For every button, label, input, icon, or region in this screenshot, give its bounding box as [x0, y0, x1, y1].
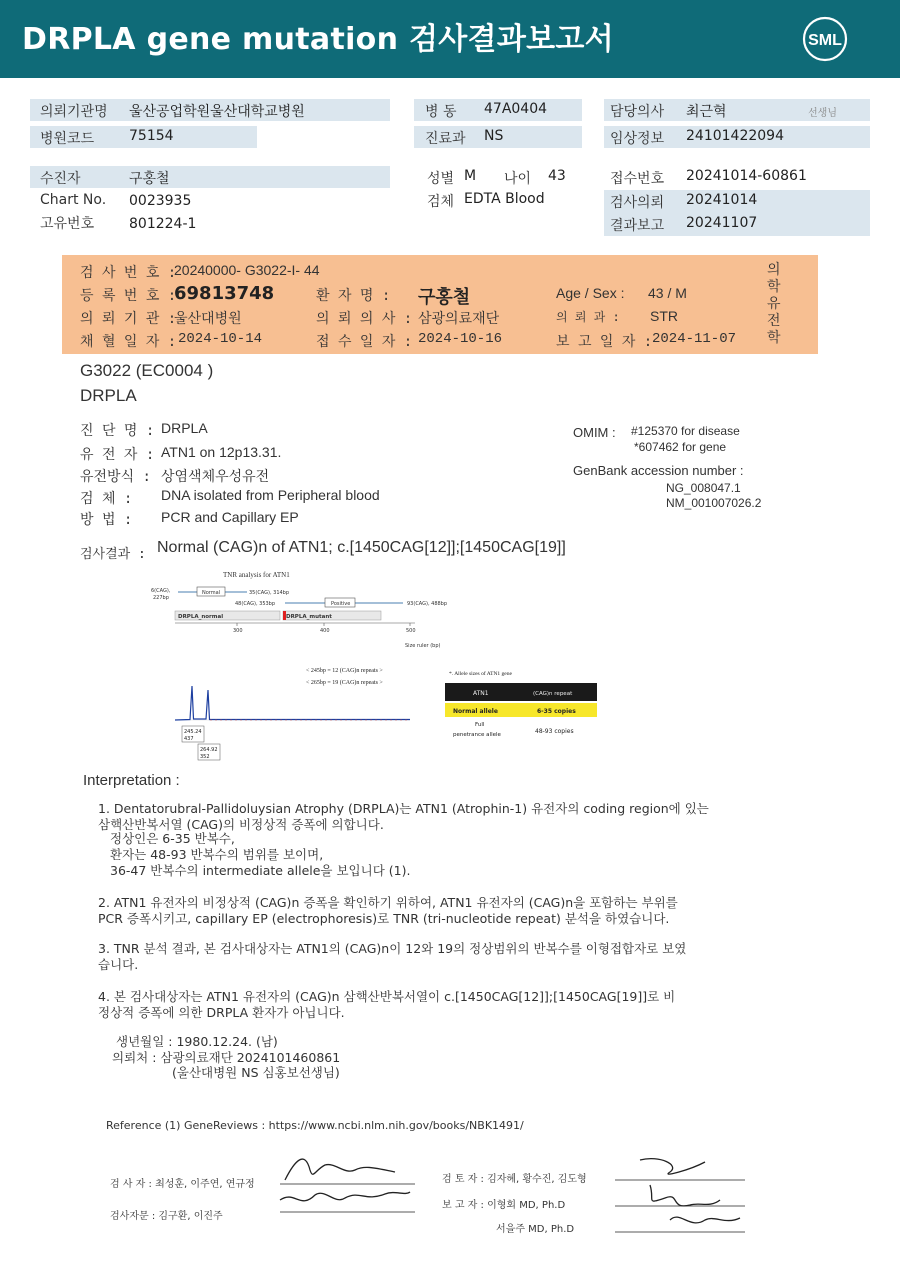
interp-line: 3. TNR 분석 결과, 본 검사대상자는 ATN1의 (CAG)n이 12와 19의 정상범위의 반복수를 이형접합자로 보였	[98, 941, 687, 956]
interp-line: 삼핵산반복서열 (CAG)의 비정상적 증폭에 의합니다.	[98, 817, 384, 832]
svg-text:500: 500	[406, 628, 416, 634]
collect-label: 채 혈 일 자 :	[80, 334, 177, 350]
svg-text:Full: Full	[475, 722, 485, 728]
receive-label: 접 수 일 자 :	[316, 334, 413, 350]
interp-line: PCR 증폭시키고, capillary EP (electrophoresis)로 TNR (tri-nucleotide repeat) 분석을 하였습니다.	[98, 911, 670, 926]
tnr-diagram	[145, 565, 465, 655]
age-sex-label: Age / Sex :	[556, 285, 625, 301]
req-doc-label: 의 뢰 의 사 :	[316, 311, 413, 327]
uid-value: 801224-1	[129, 216, 197, 232]
institution-label: 의뢰기관명	[40, 104, 108, 120]
referrer-line: 의뢰처 : 삼광의료재단 2024101460861	[112, 1050, 341, 1065]
doctor-value: 최근혁	[686, 104, 727, 120]
svg-text:437: 437	[184, 736, 194, 742]
chart-label: Chart No.	[40, 192, 107, 208]
omim-gene: *607462 for gene	[634, 440, 727, 454]
hospital-code-label: 병원코드	[40, 131, 95, 147]
diag-label: 진 단 명 :	[80, 423, 155, 439]
reg-no-value: 69813748	[174, 283, 275, 304]
genbank-ng: NG_008047.1	[666, 481, 741, 495]
svg-text:*. Allele sizes of ATN1 gene: *. Allele sizes of ATN1 gene	[449, 671, 512, 677]
svg-text:35(CAG), 314bp: 35(CAG), 314bp	[249, 590, 290, 596]
patient-value: 구홍철	[129, 171, 170, 187]
inherit-value: 상염색체우성유전	[161, 468, 270, 484]
svg-text:48(CAG), 353bp: 48(CAG), 353bp	[235, 601, 276, 607]
reviewer-line: 검 토 자 : 김자혜, 황수진, 김도형	[442, 1174, 587, 1185]
interp-line: 습니다.	[98, 957, 139, 972]
institution-value: 울산공업학원울산대학교병원	[129, 104, 305, 120]
svg-text:< 245bp = 12 (CAG)n repeats >: < 245bp = 12 (CAG)n repeats >	[306, 668, 383, 674]
svg-text:300: 300	[233, 628, 243, 634]
scan-patient-value: 구홍철	[418, 287, 471, 308]
band	[30, 166, 390, 188]
svg-text:6-35 copies: 6-35 copies	[537, 708, 576, 715]
doctor-suffix: 선생님	[808, 108, 837, 119]
svg-text:245.24: 245.24	[184, 729, 202, 735]
omim-disease: #125370 for disease	[631, 424, 740, 438]
svg-text:227bp: 227bp	[153, 595, 169, 601]
logo-text: SML	[808, 32, 842, 49]
svg-text:264.92: 264.92	[200, 747, 218, 753]
gene-label: 유 전 자 :	[80, 447, 155, 463]
reg-no-label: 등 록 번 호 :	[80, 288, 177, 304]
report-date-label: 결과보고	[610, 218, 665, 234]
result-label: 검사결과 :	[80, 547, 146, 562]
svg-text:48-93 copies: 48-93 copies	[535, 728, 574, 735]
patient-label: 수진자	[40, 171, 81, 187]
scan-patient-label: 환 자 명 :	[316, 288, 391, 304]
tnr-title: TNR analysis for ATN1	[223, 571, 290, 579]
svg-text:DRPLA_mutant: DRPLA_mutant	[286, 614, 332, 620]
sml-logo	[800, 14, 850, 64]
svg-text:penetrance allele: penetrance allele	[453, 732, 501, 738]
tester-advisor-line: 검사자문 : 김구환, 이진주	[110, 1211, 223, 1222]
birth-line: 생년월일 : 1980.12.24. (남)	[116, 1034, 278, 1049]
test-no-value: 20240000- G3022-I- 44	[174, 262, 320, 278]
receipt-label: 접수번호	[610, 171, 665, 187]
interpretation-title: Interpretation :	[83, 772, 180, 789]
sex-value: M	[464, 168, 477, 184]
sample-value: DNA isolated from Peripheral blood	[161, 487, 380, 503]
chart-value: 0023935	[129, 193, 192, 209]
sample-label: 검 체 :	[80, 491, 133, 507]
interp-line: 1. Dentatorubral-Pallidoluysian Atrophy (DRPLA)는 ATN1 (Atrophin-1) 유전자의 coding region에 있는	[98, 801, 709, 816]
svg-text:DRPLA_normal: DRPLA_normal	[178, 614, 224, 620]
svg-text:400: 400	[320, 628, 330, 634]
clinical-label: 임상정보	[610, 131, 665, 147]
dept-value: NS	[484, 128, 504, 144]
gene-value: ATN1 on 12p13.31.	[161, 444, 282, 460]
request-date-value: 20241014	[686, 192, 758, 208]
genbank-label: GenBank accession number :	[573, 463, 744, 478]
test-code: G3022 (EC0004 )	[80, 361, 214, 380]
dept-label: 진료과	[425, 131, 466, 147]
svg-text:Normal allele: Normal allele	[453, 708, 498, 715]
svg-text:Normal: Normal	[202, 590, 221, 596]
scan-dept-label: 의 뢰 과 :	[556, 310, 620, 324]
specimen-label: 검체	[427, 194, 455, 210]
report-title: DRPLA gene mutation 검사결과보고서	[22, 22, 614, 57]
side-label: 의 학 유 전 학	[767, 262, 781, 346]
svg-text:Positive: Positive	[331, 601, 351, 607]
svg-text:352: 352	[200, 754, 210, 760]
report-value: 2024-11-07	[652, 331, 737, 347]
uid-label: 고유번호	[40, 216, 95, 232]
interp-line: 환자는 48-93 반복수의 범위를 보이며,	[110, 847, 324, 862]
result-value: Normal (CAG)n of ATN1; c.[1450CAG[12]];[1450CAG[19]]	[157, 539, 566, 556]
interp-line: 2. ATN1 유전자의 비정상적 (CAG)n 증폭을 확인하기 위하여, ATN1 유전자의 (CAG)n을 포함하는 부위를	[98, 895, 678, 910]
age-sex-value: 43 / M	[648, 285, 687, 301]
req-inst-label: 의 뢰 기 관 :	[80, 311, 177, 327]
scan-dept-value: STR	[650, 308, 678, 324]
svg-text:6(CAG),: 6(CAG),	[151, 588, 171, 594]
genbank-nm: NM_001007026.2	[666, 496, 762, 510]
hospital-code-value: 75154	[129, 128, 174, 144]
ward-label: 병 동	[425, 104, 457, 120]
req-doc-value: 삼광의료재단	[418, 311, 500, 327]
age-label: 나이	[504, 171, 532, 187]
ward-value: 47A0404	[484, 101, 548, 117]
interp-line: 36-47 반복수의 intermediate allele을 보입니다 (1).	[110, 863, 411, 878]
gene-name: DRPLA	[80, 386, 137, 405]
specimen-value: EDTA Blood	[464, 191, 545, 207]
reference: Reference (1) GeneReviews : https://www.ncbi.nlm.nih.gov/books/NBK1491/	[106, 1119, 524, 1132]
inherit-label: 유전방식 :	[80, 469, 151, 485]
reviewer-signature	[610, 1150, 750, 1240]
request-date-label: 검사의뢰	[610, 195, 665, 211]
omim-label: OMIM :	[573, 425, 616, 440]
interp-line: 정상인은 6-35 반복수,	[110, 831, 235, 846]
reporter-line-2: 서을주 MD, Ph.D	[496, 1224, 575, 1235]
diag-value: DRPLA	[161, 420, 208, 436]
svg-text:Size ruler (bp): Size ruler (bp)	[405, 643, 441, 649]
sex-label: 성별	[427, 171, 455, 187]
tester-line: 검 사 자 : 최성훈, 이주연, 연규정	[110, 1179, 255, 1190]
referrer-line-2: (울산대병원 NS 심홍보선생님)	[172, 1065, 340, 1080]
report-date-value: 20241107	[686, 215, 758, 231]
doctor-label: 담당의사	[610, 104, 665, 120]
method-label: 방 법 :	[80, 512, 133, 528]
age-value: 43	[548, 168, 566, 184]
reporter-line: 보 고 자 : 이형회 MD, Ph.D	[442, 1200, 566, 1211]
tester-signature	[275, 1140, 425, 1220]
req-inst-value: 울산대병원	[174, 311, 242, 327]
report-label: 보 고 일 자 :	[556, 334, 653, 350]
interp-line: 4. 본 검사대상자는 ATN1 유전자의 (CAG)n 삼핵산반복서열이 c.[1450CAG[12]];[1450CAG[19]]로 비	[98, 989, 676, 1004]
svg-text:ATN1: ATN1	[473, 690, 489, 697]
clinical-value: 24101422094	[686, 128, 784, 144]
allele-table	[445, 665, 605, 745]
svg-text:(CAG)n repeat: (CAG)n repeat	[533, 691, 573, 697]
receipt-value: 20241014-60861	[686, 168, 807, 184]
interp-line: 정상적 증폭에 의한 DRPLA 환자가 아닙니다.	[98, 1005, 345, 1020]
collect-value: 2024-10-14	[178, 331, 263, 347]
method-value: PCR and Capillary EP	[161, 509, 299, 525]
svg-text:< 265bp = 19 (CAG)n repeats >: < 265bp = 19 (CAG)n repeats >	[306, 680, 383, 686]
test-no-label: 검 사 번 호 :	[80, 265, 177, 281]
svg-text:93(CAG), 488bp: 93(CAG), 488bp	[407, 601, 448, 607]
receive-value: 2024-10-16	[418, 331, 503, 347]
